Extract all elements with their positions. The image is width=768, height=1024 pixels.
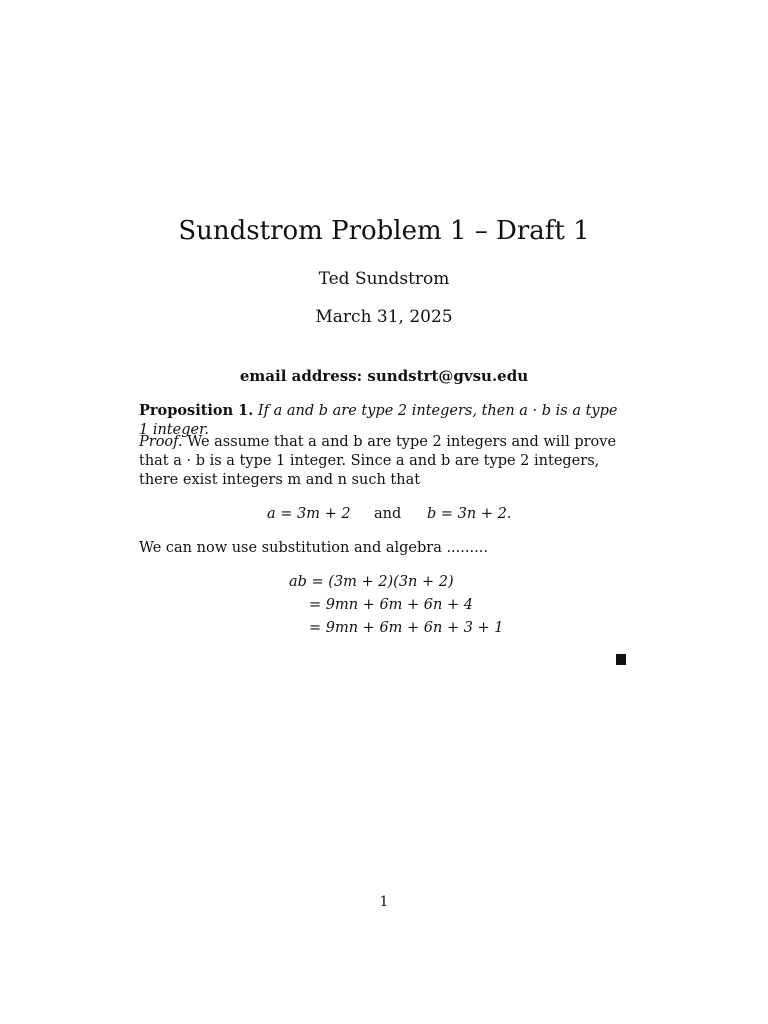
proof-text: We assume that a and b are type 2 integers and will prove that a · b is a type 1 integer. Since a and b are type 2 integers, there exist integers m and n such that <box>139 434 617 488</box>
proof-label: Proof. <box>139 434 183 450</box>
proof-paragraph <box>139 433 629 490</box>
proposition-statement: If a and b are type 2 integers, then a · b is a type 1 integer. <box>139 403 618 438</box>
page-number: 1 <box>379 894 389 910</box>
substitution-text: We can now use substitution and algebra ......... <box>139 540 488 556</box>
aligned-line: = 9mn + 6m + 6n + 3 + 1 <box>309 620 504 636</box>
aligned-line: ab = (3m + 2)(3n + 2) <box>289 574 454 590</box>
document-author: Ted Sundstrom <box>318 269 450 289</box>
document-title: Sundstrom Problem 1 – Draft 1 <box>178 216 590 246</box>
qed-square <box>616 654 626 665</box>
document-date: March 31, 2025 <box>315 307 453 327</box>
equation-left: a = 3m + 2 <box>267 506 351 522</box>
proposition-label: Proposition 1. <box>139 402 254 419</box>
aligned-line: = 9mn + 6m + 6n + 4 <box>309 597 473 613</box>
equation-connector: and <box>374 506 402 522</box>
email-address-line: email address: sundstrt@gvsu.edu <box>239 367 529 385</box>
equation-right: b = 3n + 2. <box>427 506 512 522</box>
